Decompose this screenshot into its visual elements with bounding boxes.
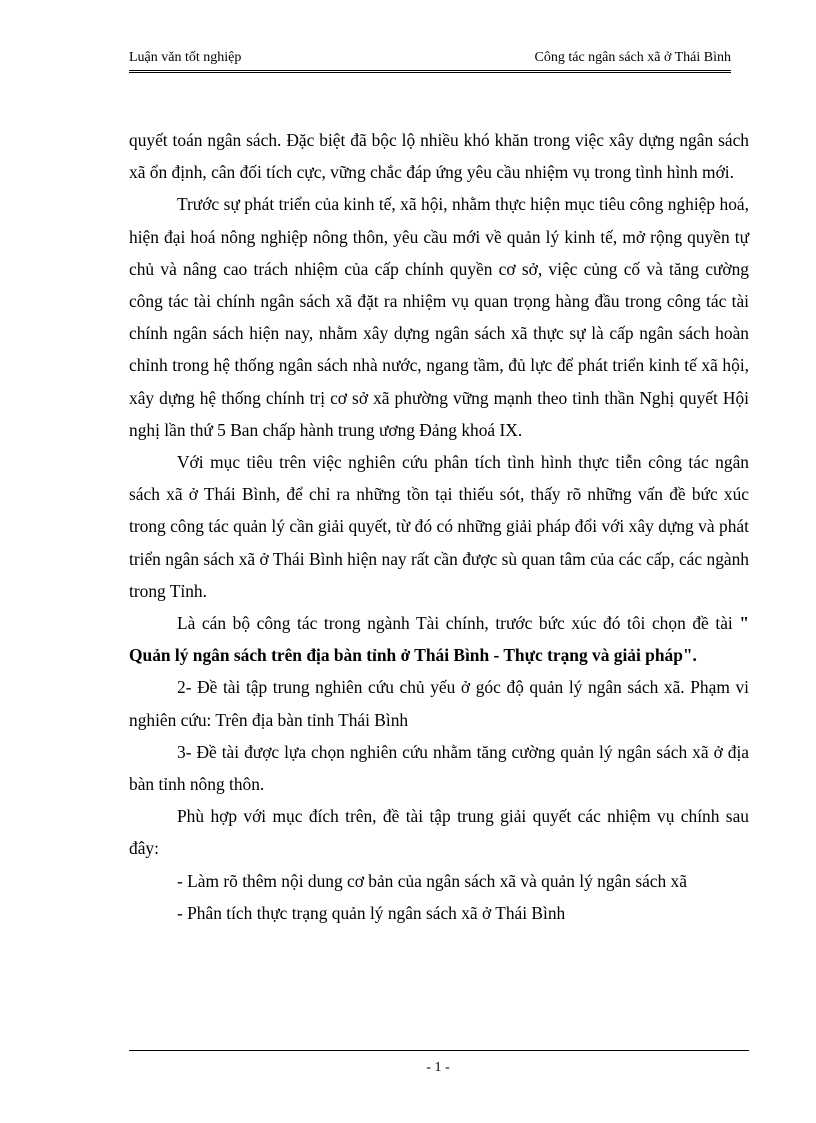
paragraph-7: Phù hợp với mục đích trên, đề tài tập trung giải quyết các nhiệm vụ chính sau đây:	[129, 806, 749, 859]
paragraph-1: quyết toán ngân sách. Đặc biệt đã bộc lộ nhiều khó khăn trong việc xây dựng ngân sách xã ổn định, cân đối tích cực, vững chắc đáp ứng yêu cầu nhiệm vụ trong tình hình mới.	[129, 130, 749, 183]
paragraph-6: 3- Đề tài được lựa chọn nghiên cứu nhằm tăng cường quản lý ngân sách xã ở địa bàn tỉnh nông thôn.	[129, 741, 749, 795]
bullet-item-1: - Làm rõ thêm nội dung cơ bản của ngân sách xã và quản lý ngân sách xã	[177, 870, 687, 891]
bullet-item-2: - Phân tích thực trạng quản lý ngân sách xã ở Thái Bình	[177, 902, 566, 923]
paragraph-3: Với mục tiêu trên việc nghiên cứu phân tích tình hình thực tiễn công tác ngân sách xã ở Thái Bình, để chỉ ra những tồn tại thiếu sót, thấy rõ những vấn đề bức xúc trong công tác quản lý cần giải quyết, từ đó có những giải pháp đổi với xây dựng và phát triển ngân sách xã ở Thái Bình hiện nay rất cần được sù quan tâm của các cấp, các ngành trong Tỉnh.	[129, 452, 749, 601]
page-header	[129, 50, 731, 72]
paragraph-4	[129, 607, 749, 671]
footer-divider	[129, 1050, 749, 1051]
paragraph-2: Trước sự phát triển của kinh tế, xã hội, nhằm thực hiện mục tiêu công nghiệp hoá, hiện đại hoá nông nghiệp nông thôn, yêu cầu mới về quản lý kinh tế, mở rộng quyền tự chủ và nâng cao trách nhiệm của cấp chính quyền cơ sở, việc củng cố và tăng cường công tác tài chính ngân sách xã đặt ra nhiệm vụ quan trọng hàng đầu trong công tác tài chính ngân sách hiện nay, nhằm xây dựng ngân sách xã thực sự là cấp ngân sách hoàn chỉnh trong hệ thống ngân sách nhà nước, ngang tầm, đủ lực để phát triển kinh tế xã hội, xây dựng hệ thống chính trị cơ sở xã phường vững mạnh theo tinh thần Nghị quyết Hội nghị lần thứ 5 Ban chấp hành trung ương Đảng khoá IX.	[129, 194, 749, 440]
header-right-title: Công tác ngân sách xã ở Thái Bình	[534, 50, 731, 65]
header-left-title: Luận văn tốt nghiệp	[129, 50, 242, 65]
paragraph-5: 2- Đề tài tập trung nghiên cứu chủ yếu ở góc độ quản lý ngân sách xã. Phạm vi nghiên cứu: Trên địa bàn tỉnh Thái Bình	[129, 677, 749, 730]
header-divider	[129, 70, 731, 73]
page-number: - 1 -	[426, 1060, 450, 1075]
document-body	[129, 124, 749, 929]
paragraph-4-text: Là cán bộ công tác trong ngành Tài chính, trước bức xúc đó tôi chọn đề tài	[177, 613, 740, 634]
thesis-title: " Quản lý ngân sách trên địa bàn tỉnh ở Thái Bình - Thực trạng và giải pháp".	[129, 613, 749, 666]
